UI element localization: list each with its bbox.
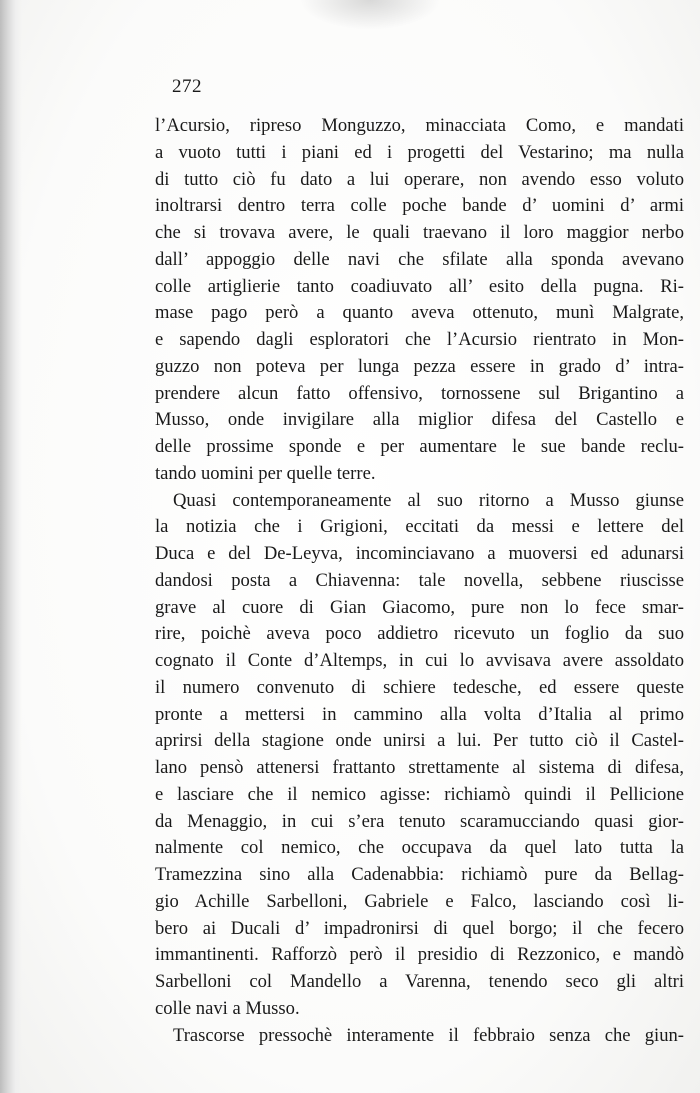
text-line: dandosi posta a Chiavenna: tale novella, sebbene riuscisse [155, 569, 684, 591]
text-line: l’Acursio, ripreso Monguzzo, minacciata Como, e mandati [155, 115, 684, 136]
text-line: e lasciare che il nemico agisse: richiamò quindi il Pellicione [155, 783, 684, 805]
text-line: che si trovava avere, le quali traevano il loro maggior nerbo [155, 222, 684, 243]
page-smudge [300, 0, 440, 30]
text-line: pronte a mettersi in cammino alla volta d’Italia al primo [155, 703, 684, 725]
text-line: mase pago però a quanto aveva ottenuto, munì Malgrate, [155, 302, 684, 324]
text-line: aprirsi della stagione onde unirsi a lui. Per tutto ciò il Castel- [155, 730, 684, 752]
text-line: guzzo non poteva per lunga pezza essere in grado d’ intra- [155, 355, 684, 377]
page-binding-shadow [0, 0, 22, 1093]
paragraph-first-line: Trascorse pressochè interamente il febbraio senza che giun- [173, 1024, 684, 1046]
text-line: gio Achille Sarbelloni, Gabriele e Falco, lasciando così li- [155, 890, 684, 912]
text-line: Tramezzina sino alla Cadenabbia: richiamò pure da Bellag- [155, 864, 684, 885]
text-line: il numero convenuto di schiere tedesche, ed essere queste [155, 676, 684, 698]
page-number: 272 [172, 76, 202, 97]
text-line: grave al cuore di Gian Giacomo, pure non lo fece smar- [155, 596, 684, 618]
paragraph-last-line: tando uomini per quelle terre. [155, 462, 376, 484]
text-line: colle artiglierie tanto coadiuvato all’ esito della pugna. Ri- [155, 275, 684, 297]
text-line: da Menaggio, in cui s’era tenuto scaramucciando quasi gior- [155, 810, 684, 832]
text-line: nalmente col nemico, che occupava da quel lato tutta la [155, 837, 684, 859]
text-line: Duca e del De-Leyva, incominciavano a muoversi ed adunarsi [155, 543, 684, 564]
text-line: lano pensò attenersi frattanto strettamente al sistema di difesa, [155, 757, 684, 778]
text-line: dall’ appoggio delle navi che sfilate alla sponda avevano [155, 248, 684, 270]
text-line: di tutto ciò fu dato a lui operare, non avendo esso voluto [155, 168, 684, 190]
text-line: e sapendo dagli esploratori che l’Acursio rientrato in Mon- [155, 329, 684, 350]
text-line: delle prossime sponde e per aumentare le sue bande reclu- [155, 436, 684, 457]
text-line: inoltrarsi dentro terra colle poche bande d’ uomini d’ armi [155, 195, 684, 217]
text-line: immantinenti. Rafforzò però il presidio di Rezzonico, e mandò [155, 944, 684, 966]
text-line: a vuoto tutti i piani ed i progetti del Vestarino; ma nulla [155, 141, 684, 163]
body-text [155, 113, 684, 1049]
text-line: Sarbelloni col Mandello a Varenna, tenendo seco gli altri [155, 971, 684, 992]
paragraph-last-line: colle navi a Musso. [155, 997, 300, 1019]
text-line: la notizia che i Grigioni, eccitati da messi e lettere del [155, 516, 684, 538]
text-line: prendere alcun fatto offensivo, tornossene sul Brigantino a [155, 382, 684, 404]
text-line: rire, poichè aveva poco addietro ricevuto un foglio da suo [155, 623, 684, 645]
text-line: Musso, onde invigilare alla miglior difesa del Castello e [155, 409, 684, 431]
text-line: bero ai Ducali d’ impadronirsi di quel borgo; il che fecero [155, 917, 684, 939]
paragraph-first-line: Quasi contemporaneamente al suo ritorno a Musso giunse [173, 489, 684, 511]
text-line: cognato il Conte d’Altemps, in cui lo avvisava avere assoldato [155, 650, 684, 671]
